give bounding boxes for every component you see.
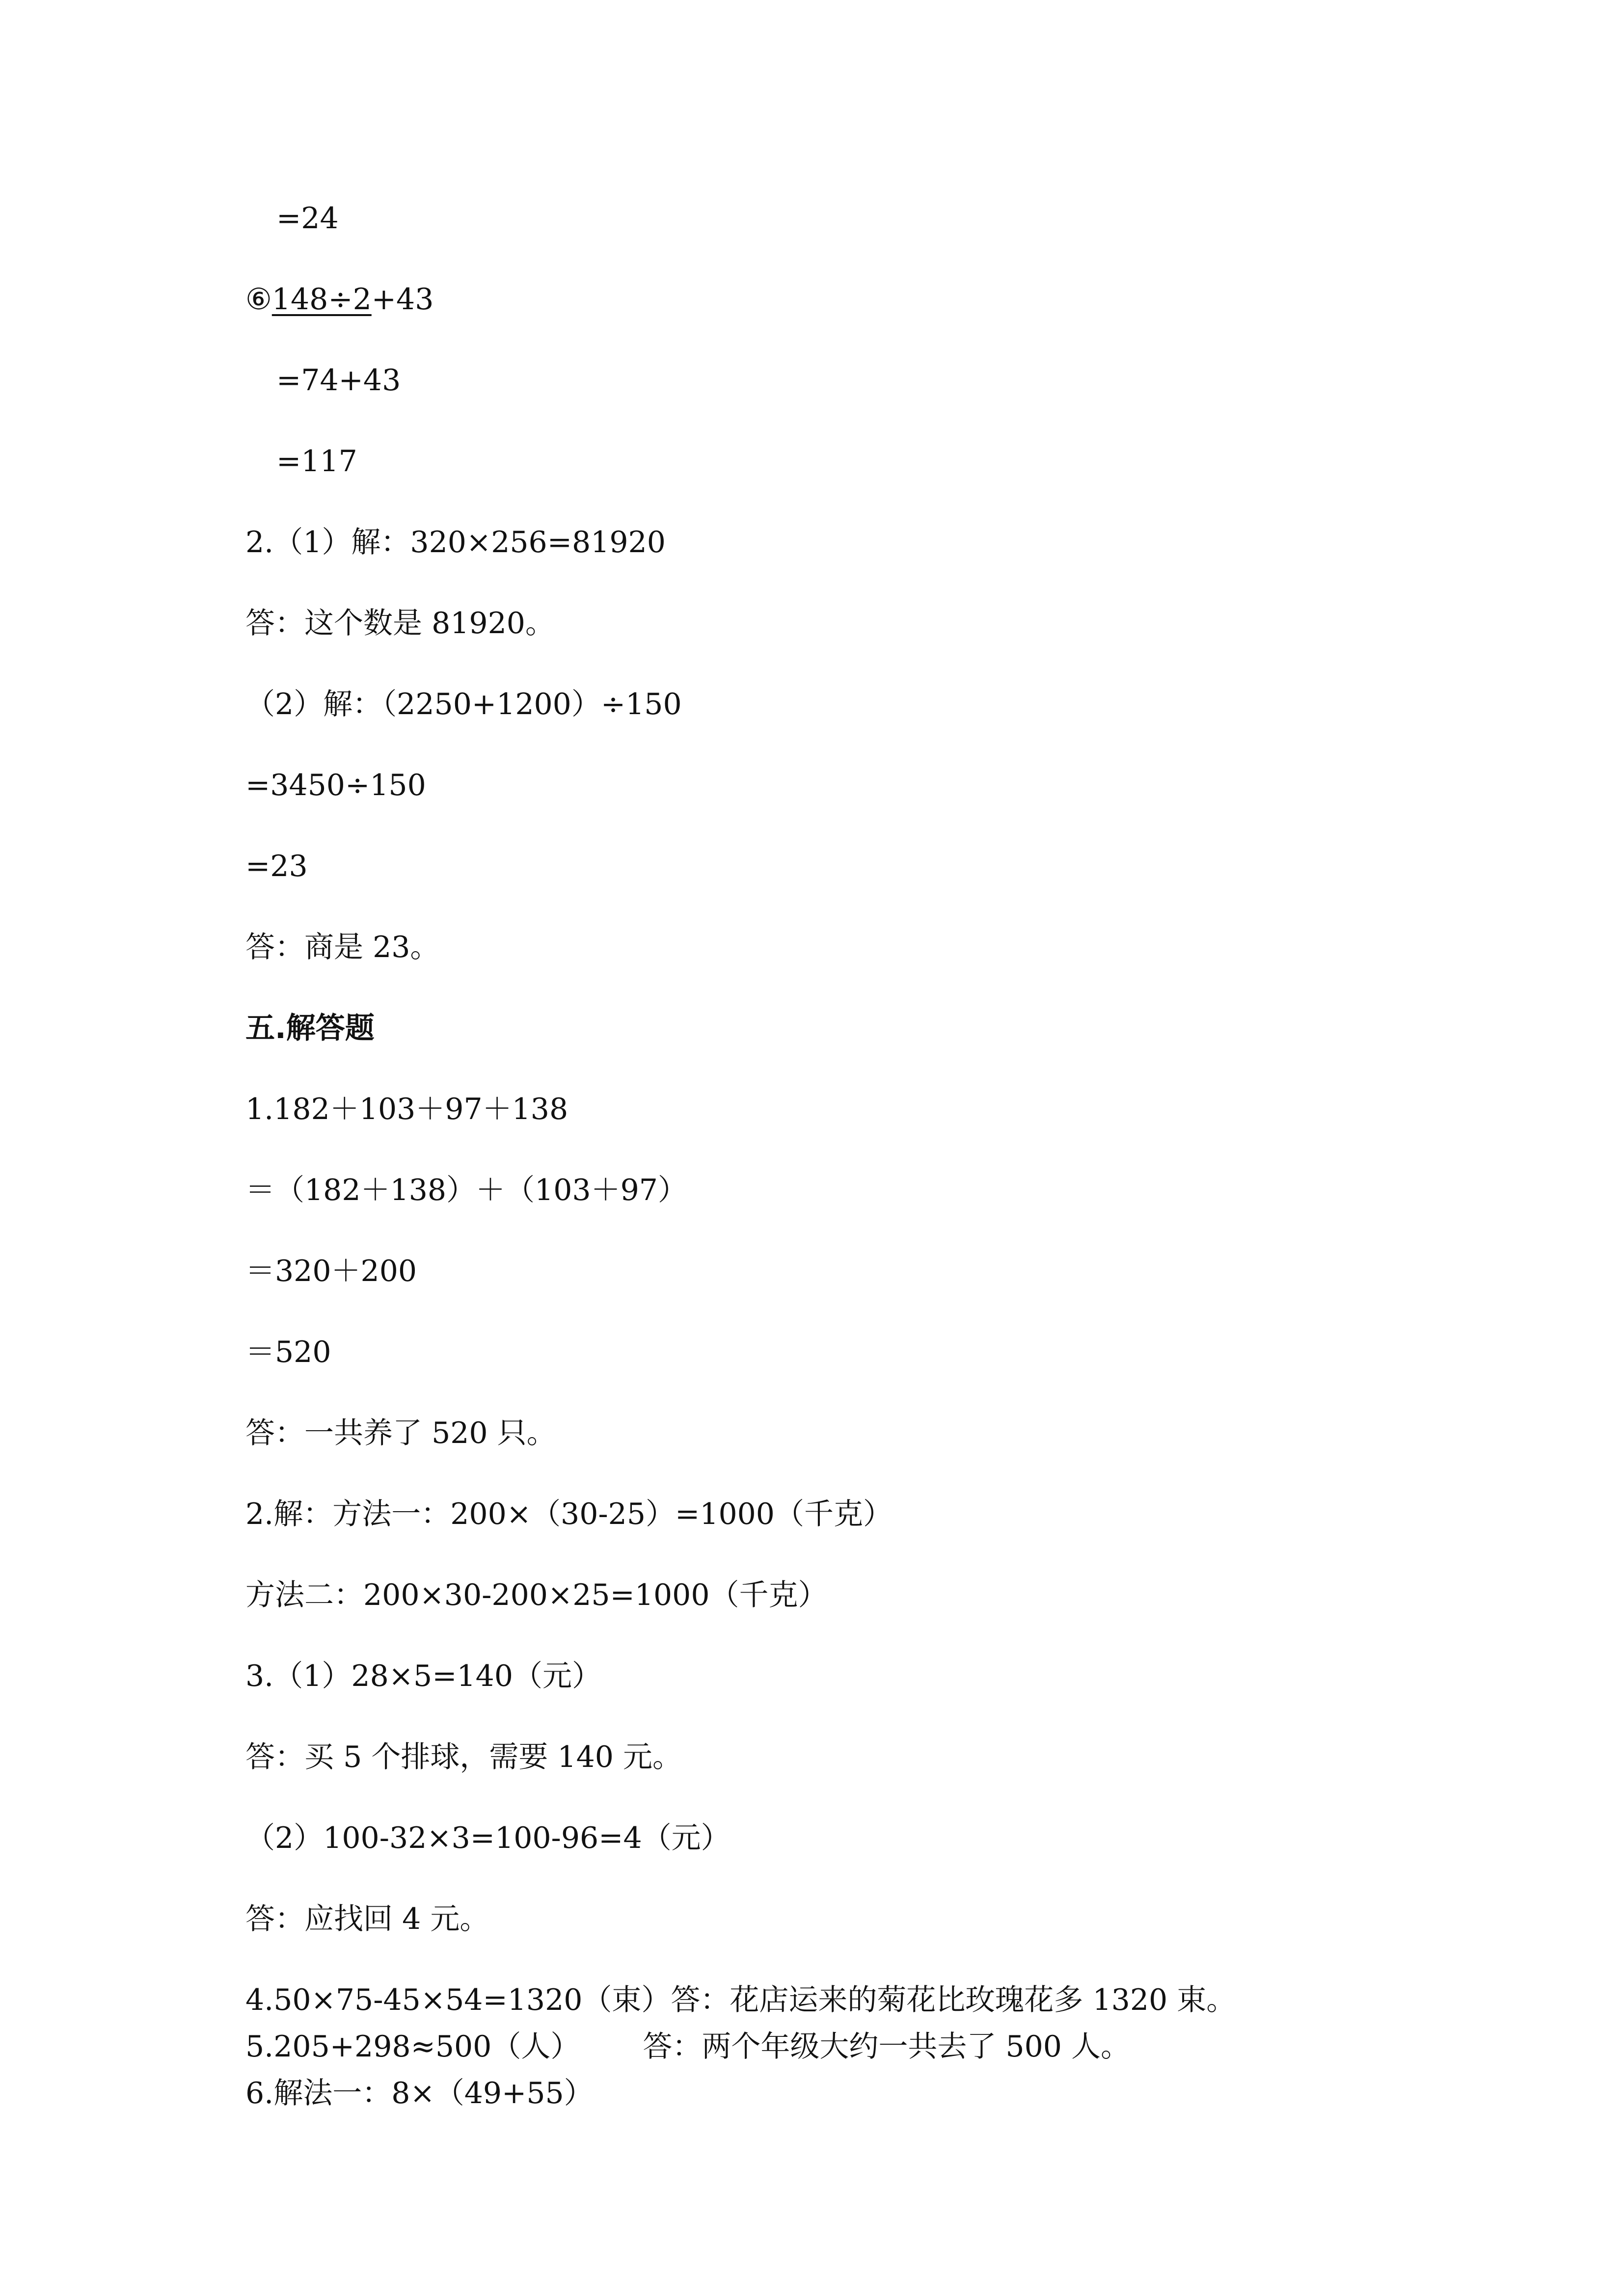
- answer-line: 答：这个数是 81920。: [245, 606, 555, 641]
- calc-line: =23: [245, 849, 308, 883]
- underlined-expression: 148÷2: [271, 282, 372, 317]
- calc-line: =74+43: [276, 363, 401, 398]
- problem-2-1-solution: 2.（1）解：320×256=81920: [245, 525, 666, 560]
- problem-3-2: （2）100-32×3=100-96=4（元）: [245, 1821, 731, 1855]
- answer-line: 答：一共养了 520 只。: [245, 1416, 556, 1450]
- problem-3-1: 3.（1）28×5=140（元）: [245, 1659, 602, 1693]
- problem-5-answer: 答：两个年级大约一共去了 500 人。: [643, 2029, 1131, 2064]
- answer-line: 答：应找回 4 元。: [245, 1902, 489, 1936]
- calc-line: ＝320＋200: [245, 1254, 417, 1288]
- problem-5-line: [245, 2027, 1130, 2066]
- answer-line: 答：商是 23。: [245, 930, 440, 964]
- calc-line: =3450÷150: [245, 768, 426, 802]
- circled-six-marker: ⑥: [245, 282, 272, 317]
- problem-5-calc: 5.205+298≈500（人）: [245, 2029, 580, 2064]
- item-6-line: [245, 280, 433, 319]
- problem-2-2-solution: （2）解：（2250+1200）÷150: [245, 687, 682, 721]
- calc-line: =117: [276, 444, 357, 479]
- problem-1-expression: 1.182＋103＋97＋138: [245, 1092, 568, 1126]
- problem-4-line: 4.50×75-45×54=1320（束）答：花店运来的菊花比玫瑰花多 1320 束。: [245, 1983, 1236, 2017]
- calc-line: ＝520: [245, 1335, 331, 1369]
- problem-2-method-2: 方法二：200×30-200×25=1000（千克）: [245, 1578, 828, 1612]
- problem-2-method-1: 2.解：方法一：200×（30-25）=1000（千克）: [245, 1497, 893, 1531]
- problem-6-line: 6.解法一：8×（49+55）: [245, 2076, 594, 2110]
- answer-line: 答：买 5 个排球，需要 140 元。: [245, 1740, 682, 1774]
- expression-tail: +43: [371, 282, 434, 317]
- section-heading: 五.解答题: [245, 1011, 375, 1045]
- calc-line: =24: [276, 201, 339, 236]
- calc-line: ＝（182＋138）＋（103＋97）: [245, 1173, 687, 1207]
